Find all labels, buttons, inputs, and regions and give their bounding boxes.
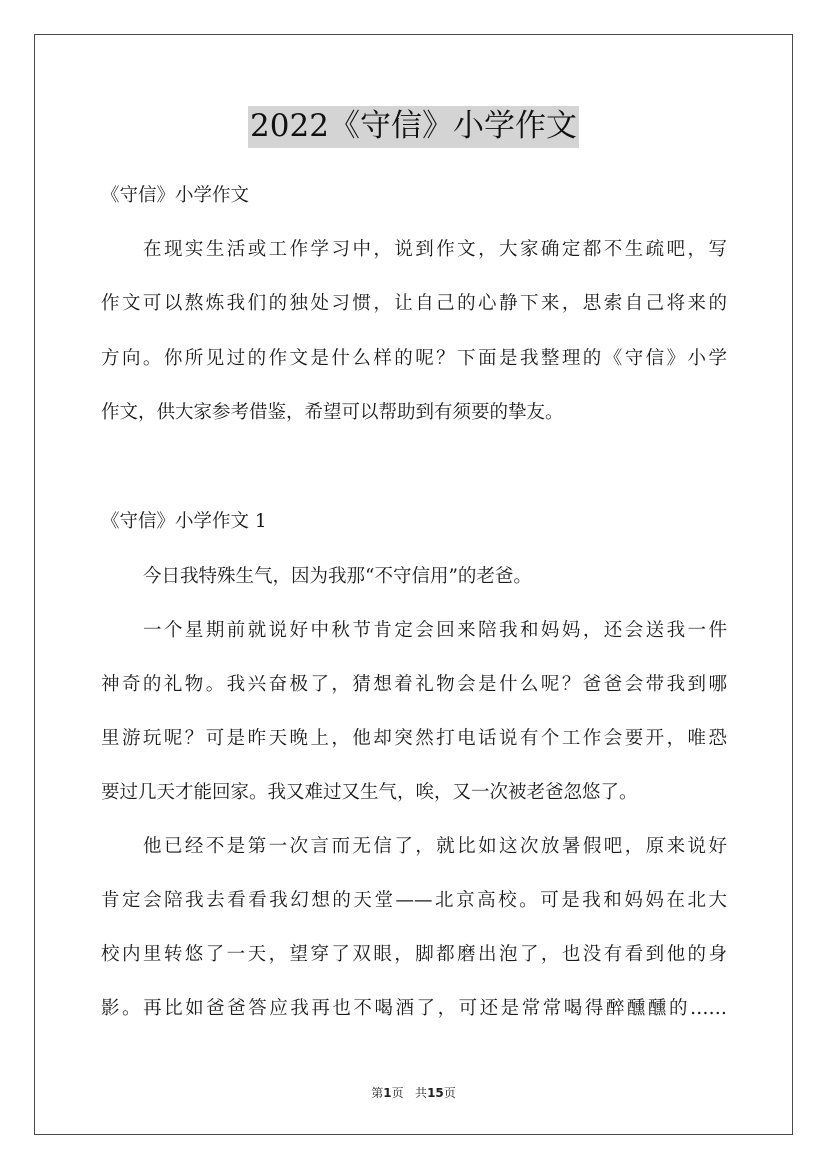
footer-total-pages: 15 bbox=[427, 1086, 444, 1100]
essay-para-2-line-3: 里游玩呢？可是昨天晚上，他却突然打电话说有个工作会要开，唯恐 bbox=[101, 728, 727, 749]
essay-para-2-line-4: 要过几天才能回家。我又难过又生气，唉，又一次被老爸忽悠了。 bbox=[101, 782, 638, 803]
page-footer bbox=[0, 1084, 827, 1101]
footer-page-suffix: 页 bbox=[391, 1086, 404, 1100]
footer-total-suffix: 页 bbox=[443, 1086, 456, 1100]
essay-para-1: 今日我特殊生气，因为我那“不守信用”的老爸。 bbox=[143, 566, 532, 587]
footer-total-prefix: 共 bbox=[415, 1086, 428, 1100]
document-title-text: 2022《守信》小学作文 bbox=[248, 106, 579, 148]
footer-page-prefix: 第 bbox=[371, 1086, 384, 1100]
intro-line-4: 作文，供大家参考借鉴，希望可以帮助到有须要的挚友。 bbox=[101, 402, 564, 423]
essay-para-3-line-2: 肯定会陪我去看看我幻想的天堂——北京高校。可是我和妈妈在北大 bbox=[101, 890, 727, 911]
intro-line-3: 方向。你所见过的作文是什么样的呢？下面是我整理的《守信》小学 bbox=[101, 348, 727, 369]
footer-page-current: 1 bbox=[383, 1086, 392, 1100]
intro-line-1: 在现实生活或工作学习中，说到作文，大家确定都不生疏吧，写 bbox=[143, 239, 727, 260]
section-heading-essay-1: 《守信》小学作文 1 bbox=[101, 511, 267, 532]
essay-para-3-line-1: 他已经不是第一次言而无信了，就比如这次放暑假吧，原来说好 bbox=[143, 836, 727, 857]
essay-para-2-line-2: 神奇的礼物。我兴奋极了，猜想着礼物会是什么呢？爸爸会带我到哪 bbox=[101, 674, 727, 695]
intro-line-2: 作文可以熬炼我们的独处习惯，让自己的心静下来，思索自己将来的 bbox=[101, 293, 727, 314]
essay-para-3-line-3: 校内里转悠了一天，望穿了双眼，脚都磨出泡了，也没有看到他的身 bbox=[101, 944, 727, 965]
essay-para-3-line-4: 影。再比如爸爸答应我再也不喝酒了，可还是常常喝得醉醺醺的…… bbox=[101, 998, 727, 1019]
essay-para-2-line-1: 一个星期前就说好中秋节肯定会回来陪我和妈妈，还会送我一件 bbox=[143, 620, 727, 641]
section-heading-intro: 《守信》小学作文 bbox=[101, 185, 250, 206]
document-title bbox=[0, 100, 827, 145]
